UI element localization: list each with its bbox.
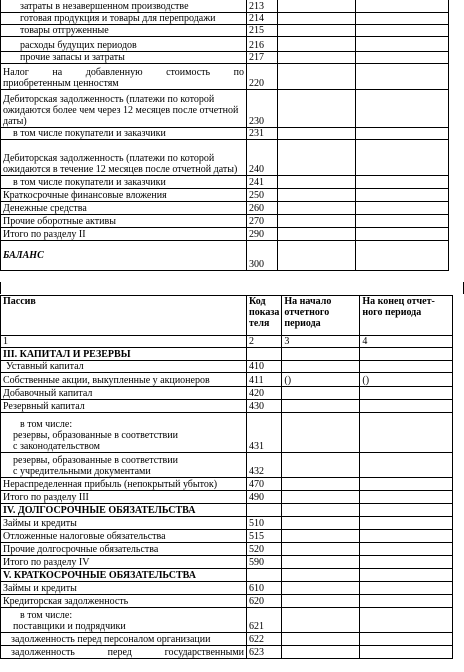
- row-label: Займы и кредиты: [1, 517, 247, 530]
- row-label: Кредиторская задолженность: [1, 595, 247, 608]
- reserve-sub-l3: с законодательством: [13, 441, 100, 452]
- table-row: [1, 228, 449, 241]
- row-label: Займы и кредиты: [1, 582, 247, 595]
- row-code: 213: [247, 0, 278, 13]
- row-code: 515: [247, 530, 282, 543]
- table-row: [1, 453, 453, 478]
- reserve-sub-l2: резервы, образованные в соответствии: [13, 430, 178, 441]
- row-code: 250: [247, 189, 278, 202]
- row-code: 510: [247, 517, 282, 530]
- row-code: 470: [247, 478, 282, 491]
- table-row: [1, 202, 449, 215]
- row-code: 520: [247, 543, 282, 556]
- row-code: 231: [247, 128, 278, 140]
- row-label: Итого по разделу IV: [1, 556, 247, 569]
- row-label: Прочие оборотные активы: [1, 215, 247, 228]
- row-code: 620: [247, 595, 282, 608]
- table-row: [1, 0, 449, 13]
- table-row: [1, 373, 453, 387]
- start-value: (): [282, 373, 360, 387]
- row-code: 217: [247, 52, 278, 64]
- table-row: [1, 633, 453, 646]
- section-title: III. КАПИТАЛ И РЕЗЕРВЫ: [1, 348, 247, 361]
- reserve-sub2-l2: с учредительными документами: [13, 466, 151, 477]
- vat-line1: Налог на добавленную стоимость по: [3, 67, 244, 78]
- reserve-sub2-label: [1, 453, 247, 478]
- reserve-sub-l1: в том числе:: [20, 419, 73, 430]
- row-label: Денежные средства: [1, 202, 247, 215]
- row-code: 270: [247, 215, 278, 228]
- payable-sub-l1: в том числе:: [20, 610, 73, 621]
- row-code: 220: [247, 64, 278, 90]
- row-label: расходы будущих периодов: [1, 37, 247, 52]
- table-row: [1, 64, 449, 90]
- header-row: [1, 296, 453, 336]
- row-code: 431: [247, 413, 282, 453]
- table-row: [1, 517, 453, 530]
- reserve-sub-label: [1, 413, 247, 453]
- row-label: Добавочный капитал: [1, 387, 247, 400]
- reserve-sub2-l1: резервы, образованные в соответствии: [13, 455, 178, 466]
- row-label: Прочие долгосрочные обязательства: [1, 543, 247, 556]
- row-label: Отложенные налоговые обязательства: [1, 530, 247, 543]
- balance-row: [1, 241, 449, 271]
- liabilities-table: [0, 295, 453, 659]
- row-label: в том числе покупатели и заказчики: [1, 128, 247, 140]
- row-label: прочие запасы и затраты: [1, 52, 247, 64]
- row-code: 490: [247, 491, 282, 504]
- col-number: 3: [282, 336, 360, 348]
- section-heading: [1, 348, 453, 361]
- row-label: в том числе покупатели и заказчики: [1, 176, 247, 189]
- row-code: 590: [247, 556, 282, 569]
- table-row: [1, 176, 449, 189]
- row-code: 230: [247, 90, 278, 128]
- row-code: 216: [247, 37, 278, 52]
- row-code: 240: [247, 140, 278, 176]
- table-row: [1, 608, 453, 633]
- col-number: 4: [360, 336, 453, 348]
- table-row: [1, 595, 453, 608]
- section-heading: [1, 569, 453, 582]
- column-numbers-row: [1, 336, 453, 348]
- row-code: 410: [247, 361, 282, 373]
- row-code: 214: [247, 13, 278, 25]
- row-code: 260: [247, 202, 278, 215]
- balance-label: БАЛАНС: [1, 241, 247, 271]
- section-title: V. КРАТКОСРОЧНЫЕ ОБЯЗАТЕЛЬСТВА: [1, 569, 247, 582]
- row-label: задолженность перед государственными: [1, 646, 247, 659]
- table-row: [1, 90, 449, 128]
- section-title: IV. ДОЛГОСРОЧНЫЕ ОБЯЗАТЕЛЬСТВА: [1, 504, 247, 517]
- row-code: 420: [247, 387, 282, 400]
- table-row: [1, 25, 449, 37]
- row-label: Нераспределенная прибыль (непокрытый убыток): [1, 478, 247, 491]
- row-label: Итого по разделу III: [1, 491, 247, 504]
- table-row: [1, 13, 449, 25]
- row-code: 610: [247, 582, 282, 595]
- table-row: [1, 556, 453, 569]
- table-row: [1, 215, 449, 228]
- header-passive: Пассив: [1, 296, 247, 336]
- table-row: [1, 37, 449, 52]
- row-label: Дебиторская задолженность (платежи по которой ожидаются в течение 12 месяцев после отчетной даты): [1, 140, 247, 176]
- table-row: [1, 52, 449, 64]
- row-label: товары отгруженные: [1, 25, 247, 37]
- table-row: [1, 530, 453, 543]
- col-number: 1: [1, 336, 247, 348]
- col-number: 2: [247, 336, 282, 348]
- payable-sub-label: [1, 608, 247, 633]
- row-label: Резервный капитал: [1, 400, 247, 413]
- section-heading: [1, 504, 453, 517]
- assets-table: [0, 0, 449, 271]
- row-label: Итого по разделу II: [1, 228, 247, 241]
- header-code: Код показа теля: [247, 296, 282, 336]
- row-code: 215: [247, 25, 278, 37]
- section-gap: [0, 282, 464, 294]
- row-label: задолженность перед персоналом организации: [1, 633, 247, 646]
- end-value: (): [360, 373, 453, 387]
- row-code: 623: [247, 646, 282, 659]
- table-row: [1, 543, 453, 556]
- table-row: [1, 387, 453, 400]
- row-label: Краткосрочные финансовые вложения: [1, 189, 247, 202]
- row-code: 411: [247, 373, 282, 387]
- payable-sub-l2: поставщики и подрядчики: [13, 621, 126, 632]
- row-code: 430: [247, 400, 282, 413]
- row-code: 622: [247, 633, 282, 646]
- table-row: [1, 128, 449, 140]
- table-row: [1, 140, 449, 176]
- row-code: 290: [247, 228, 278, 241]
- row-code: 432: [247, 453, 282, 478]
- table-row: [1, 400, 453, 413]
- row-label: Дебиторская задолженность (платежи по которой ожидаются более чем через 12 месяцев после отчетной даты): [1, 90, 247, 128]
- row-label: Собственные акции, выкупленные у акционеров: [1, 373, 247, 387]
- row-label: готовая продукция и товары для перепродажи: [1, 13, 247, 25]
- table-row: [1, 646, 453, 659]
- table-row: [1, 189, 449, 202]
- row-label: затраты в незавершенном производстве: [1, 0, 247, 13]
- header-start: На начало отчетного периода: [282, 296, 360, 336]
- row-code: 241: [247, 176, 278, 189]
- row-label: Уставный капитал: [1, 361, 247, 373]
- header-end: На конец отчет-ного периода: [360, 296, 453, 336]
- vat-line2: приобретенным ценностям: [3, 78, 119, 89]
- table-row: [1, 491, 453, 504]
- table-row: [1, 413, 453, 453]
- row-code: 621: [247, 608, 282, 633]
- table-row: [1, 478, 453, 491]
- table-row: [1, 361, 453, 373]
- vat-label: [1, 64, 247, 90]
- table-row: [1, 582, 453, 595]
- balance-code: 300: [247, 241, 278, 271]
